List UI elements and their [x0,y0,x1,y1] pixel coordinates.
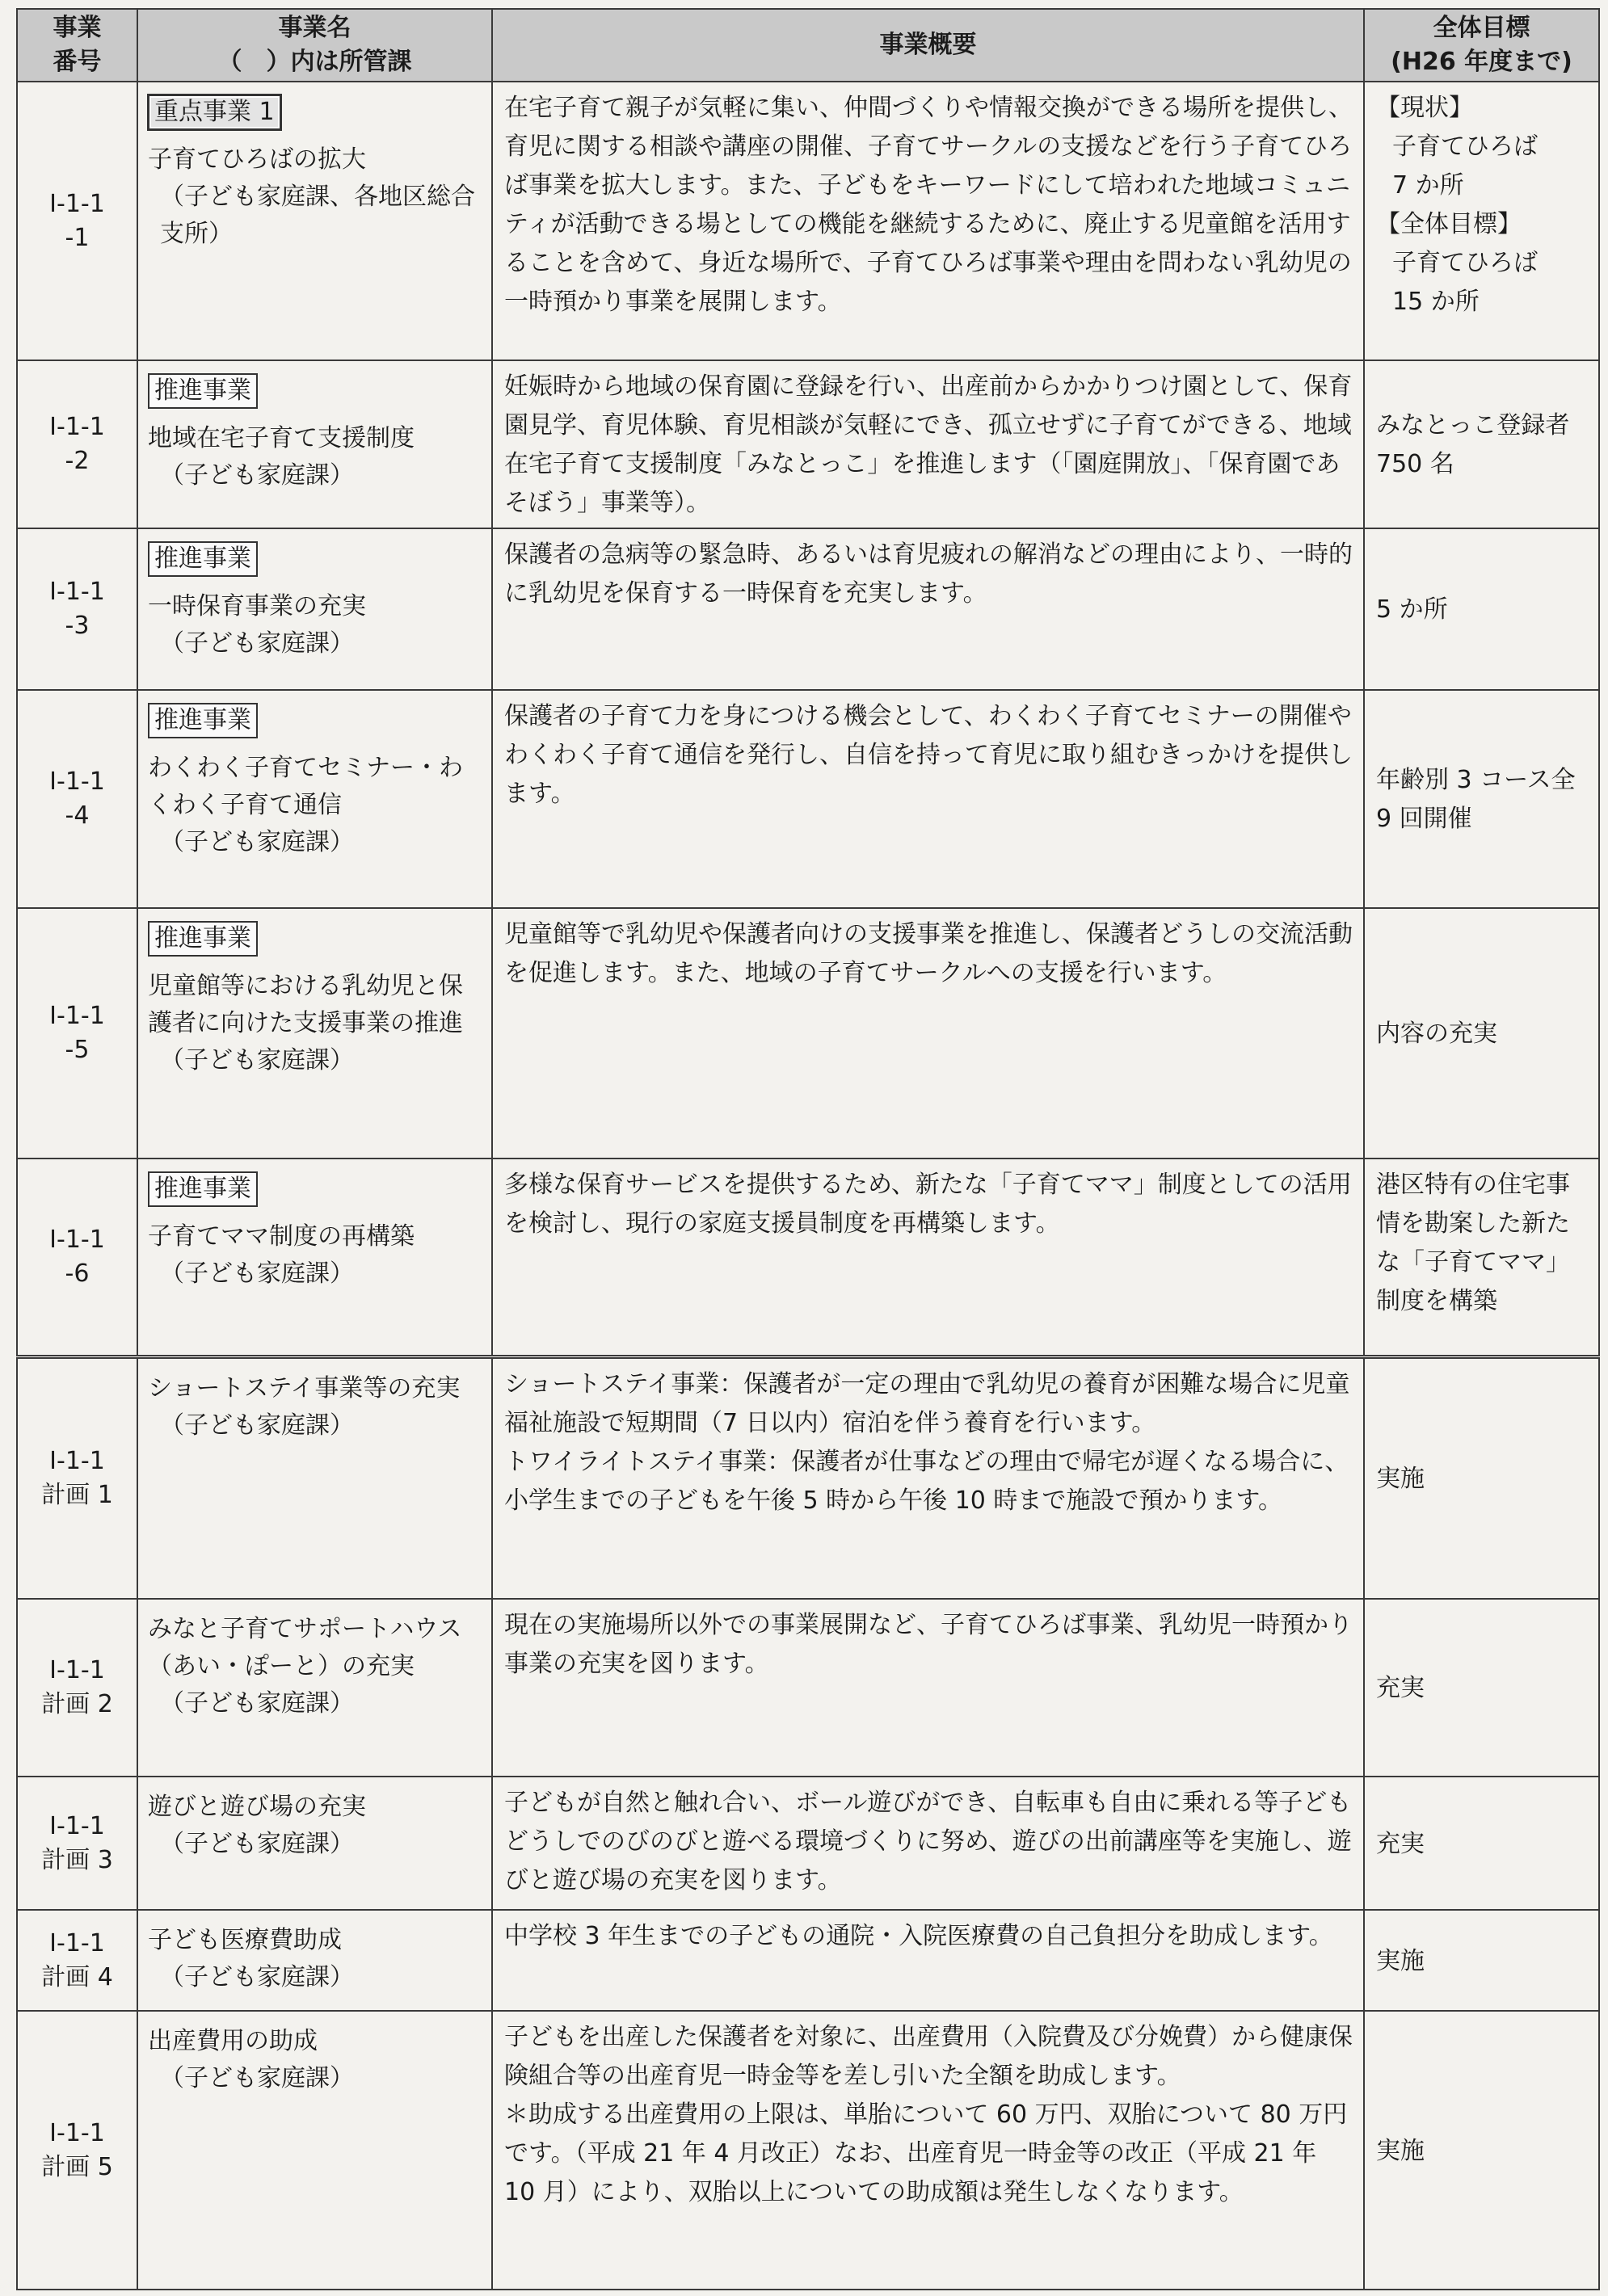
project-number: Ⅰ-1-1 -3 [17,528,137,690]
project-number: Ⅰ-1-1 -1 [17,82,137,360]
project-title: 遊びと遊び場の充実 [148,1793,366,1821]
table-row [17,360,1599,528]
project-number: Ⅰ-1-1 -2 [17,360,137,528]
project-goal: みなとっこ登録者 750 名 [1364,360,1599,528]
table-row [17,1777,1599,1910]
project-number: Ⅰ-1-1 計画 5 [17,2011,137,2290]
project-name-cell [137,1910,492,2011]
header-name: 事業名 （ ）内は所管課 [137,9,492,82]
project-goal: 実施 [1364,1910,1599,2011]
project-name-cell [137,908,492,1159]
project-name-cell [137,528,492,690]
project-goal: 充実 [1364,1599,1599,1777]
header-num: 事業 番号 [17,9,137,82]
department: （子ども家庭課） [160,1830,354,1858]
project-goal: 充実 [1364,1777,1599,1910]
project-title: 地域在宅子育て支援制度 [148,424,415,452]
table-row [17,1356,1599,1599]
department: （子ども家庭課） [160,629,354,658]
department: （子ども家庭課） [160,1046,354,1074]
project-goal: 実施 [1364,1356,1599,1599]
project-summary: 保護者の子育て力を身につける機会として、わくわく子育てセミナーの開催やわくわく子育て通信を発行し、自信を持って育児に取り組むきっかけを提供します。 [492,690,1364,908]
department: （子ども家庭課） [160,1963,354,1991]
table-row [17,908,1599,1159]
project-number: Ⅰ-1-1 計画 3 [17,1777,137,1910]
goal-line: 【全体目標】 [1376,210,1522,238]
project-number: Ⅰ-1-1 -5 [17,908,137,1159]
project-summary: 子どもを出産した保護者を対象に、出産費用（入院費及び分娩費）から健康保険組合等の出産育児一時金等を差し引いた全額を助成します。 ＊助成する出産費用の上限は、単胎について 60 万円、双胎について 80 万円です。（平成 21 年 4 月改正）なお、出産育児一時金等の改正（平成 21 年 10 月）により、双胎以上についての助成額は発生しなくなります。 [492,2011,1364,2290]
promotion-project-badge: 推進事業 [148,373,258,409]
project-name-cell [137,1599,492,1777]
promotion-project-badge: 推進事業 [148,703,258,738]
goal-line: 子育てひろば [1392,132,1538,161]
project-table [16,8,1600,2290]
project-summary: 在宅子育て親子が気軽に集い、仲間づくりや情報交換ができる場所を提供し、育児に関する相談や講座の開催、子育てサークルの支援などを行う子育てひろば事業を拡大します。また、子どもをキーワードにして培われた地域コミュニティが活動できる場としての機能を継続するために、廃止する児童館を活用することを含めて、身近な場所で、子育てひろば事業や理由を問わない乳幼児の一時預かり事業を展開します。 [492,82,1364,360]
project-title: 子ども医療費助成 [148,1926,342,1954]
project-summary: 子どもが自然と触れ合い、ボール遊びができ、自転車も自由に乗れる等子どもどうしでのびのびと遊べる環境づくりに努め、遊びの出前講座等を実施し、遊びと遊び場の充実を図ります。 [492,1777,1364,1910]
project-goal: 年齢別 3 コース全 9 回開催 [1364,690,1599,908]
table-row [17,528,1599,690]
table-row [17,2011,1599,2290]
table-row [17,1910,1599,2011]
department: （子ども家庭課） [160,1259,354,1288]
goal-line: 子育てひろば [1392,249,1538,277]
table-row [17,1159,1599,1356]
project-goal: 5 か所 [1364,528,1599,690]
project-number: Ⅰ-1-1 計画 1 [17,1356,137,1599]
project-number: Ⅰ-1-1 -4 [17,690,137,908]
project-summary: 保護者の急病等の緊急時、あるいは育児疲れの解消などの理由により、一時的に乳幼児を保育する一時保育を充実します。 [492,528,1364,690]
project-title: わくわく子育てセミナー・わくわく子育て通信 [148,754,463,819]
department: （子ども家庭課） [160,1411,354,1440]
table-row [17,690,1599,908]
project-title: みなと子育てサポートハウス（あい・ぽーと）の充実 [148,1615,462,1680]
department: （子ども家庭課、各地区総合支所） [160,183,475,248]
department: （子ども家庭課） [160,1689,354,1718]
table-row [17,82,1599,360]
table-row [17,1599,1599,1777]
project-goal: 実施 [1364,2011,1599,2290]
project-name-cell [137,690,492,908]
promotion-project-badge: 推進事業 [148,1171,258,1207]
department: （子ども家庭課） [160,828,354,856]
project-goal: 港区特有の住宅事情を勘案した新たな「子育てママ」制度を構築 [1364,1159,1599,1356]
project-name-cell [137,1159,492,1356]
project-name-cell [137,82,492,360]
header-goal: 全体目標 (H26 年度まで) [1364,9,1599,82]
promotion-project-badge: 推進事業 [148,541,258,577]
project-number: Ⅰ-1-1 計画 4 [17,1910,137,2011]
key-project-badge: 重点事業 1 [148,95,281,130]
project-goal [1364,82,1599,360]
project-summary: 妊娠時から地域の保育園に登録を行い、出産前からかかりつけ園として、保育園見学、育児体験、育児相談が気軽にでき、孤立せずに子育てができる、地域在宅子育て支援制度「みなとっこ」を推進します（「園庭開放」、「保育園であそぼう」事業等）。 [492,360,1364,528]
project-summary: 中学校 3 年生までの子どもの通院・入院医療費の自己負担分を助成します。 [492,1910,1364,2011]
department: （子ども家庭課） [160,2064,354,2092]
goal-line: 7 か所 [1392,171,1464,200]
project-name-cell [137,360,492,528]
project-title: 子育てママ制度の再構築 [148,1222,415,1251]
project-title: 児童館等における乳幼児と保護者に向けた支援事業の推進 [148,972,463,1037]
project-name-cell [137,2011,492,2290]
promotion-project-badge: 推進事業 [148,921,258,957]
project-summary: 現在の実施場所以外での事業展開など、子育てひろば事業、乳幼児一時預かり事業の充実を図ります。 [492,1599,1364,1777]
project-summary: 児童館等で乳幼児や保護者向けの支援事業を推進し、保護者どうしの交流活動を促進します。また、地域の子育てサークルへの支援を行います。 [492,908,1364,1159]
project-summary: ショートステイ事業：保護者が一定の理由で乳幼児の養育が困難な場合に児童福祉施設で短期間（7 日以内）宿泊を伴う養育を行います。 トワイライトステイ事業：保護者が仕事などの理由で帰宅が遅くなる場合に、小学生までの子どもを午後 5 時から午後 10 時まで施設で預かります。 [492,1356,1364,1599]
project-goal: 内容の充実 [1364,908,1599,1159]
goal-line: 【現状】 [1376,94,1473,122]
project-title: 一時保育事業の充実 [148,592,366,620]
project-title: 子育てひろばの拡大 [148,145,366,174]
project-name-cell [137,1777,492,1910]
project-number: Ⅰ-1-1 計画 2 [17,1599,137,1777]
project-number: Ⅰ-1-1 -6 [17,1159,137,1356]
project-title: 出産費用の助成 [148,2027,318,2055]
goal-line: 15 か所 [1392,288,1480,316]
project-title: ショートステイ事業等の充実 [148,1373,461,1402]
department: （子ども家庭課） [160,461,354,490]
header-summary: 事業概要 [492,9,1364,82]
project-name-cell [137,1356,492,1599]
table-header-row [17,9,1599,82]
project-summary: 多様な保育サービスを提供するため、新たな「子育てママ」制度としての活用を検討し、現行の家庭支援員制度を再構築します。 [492,1159,1364,1356]
